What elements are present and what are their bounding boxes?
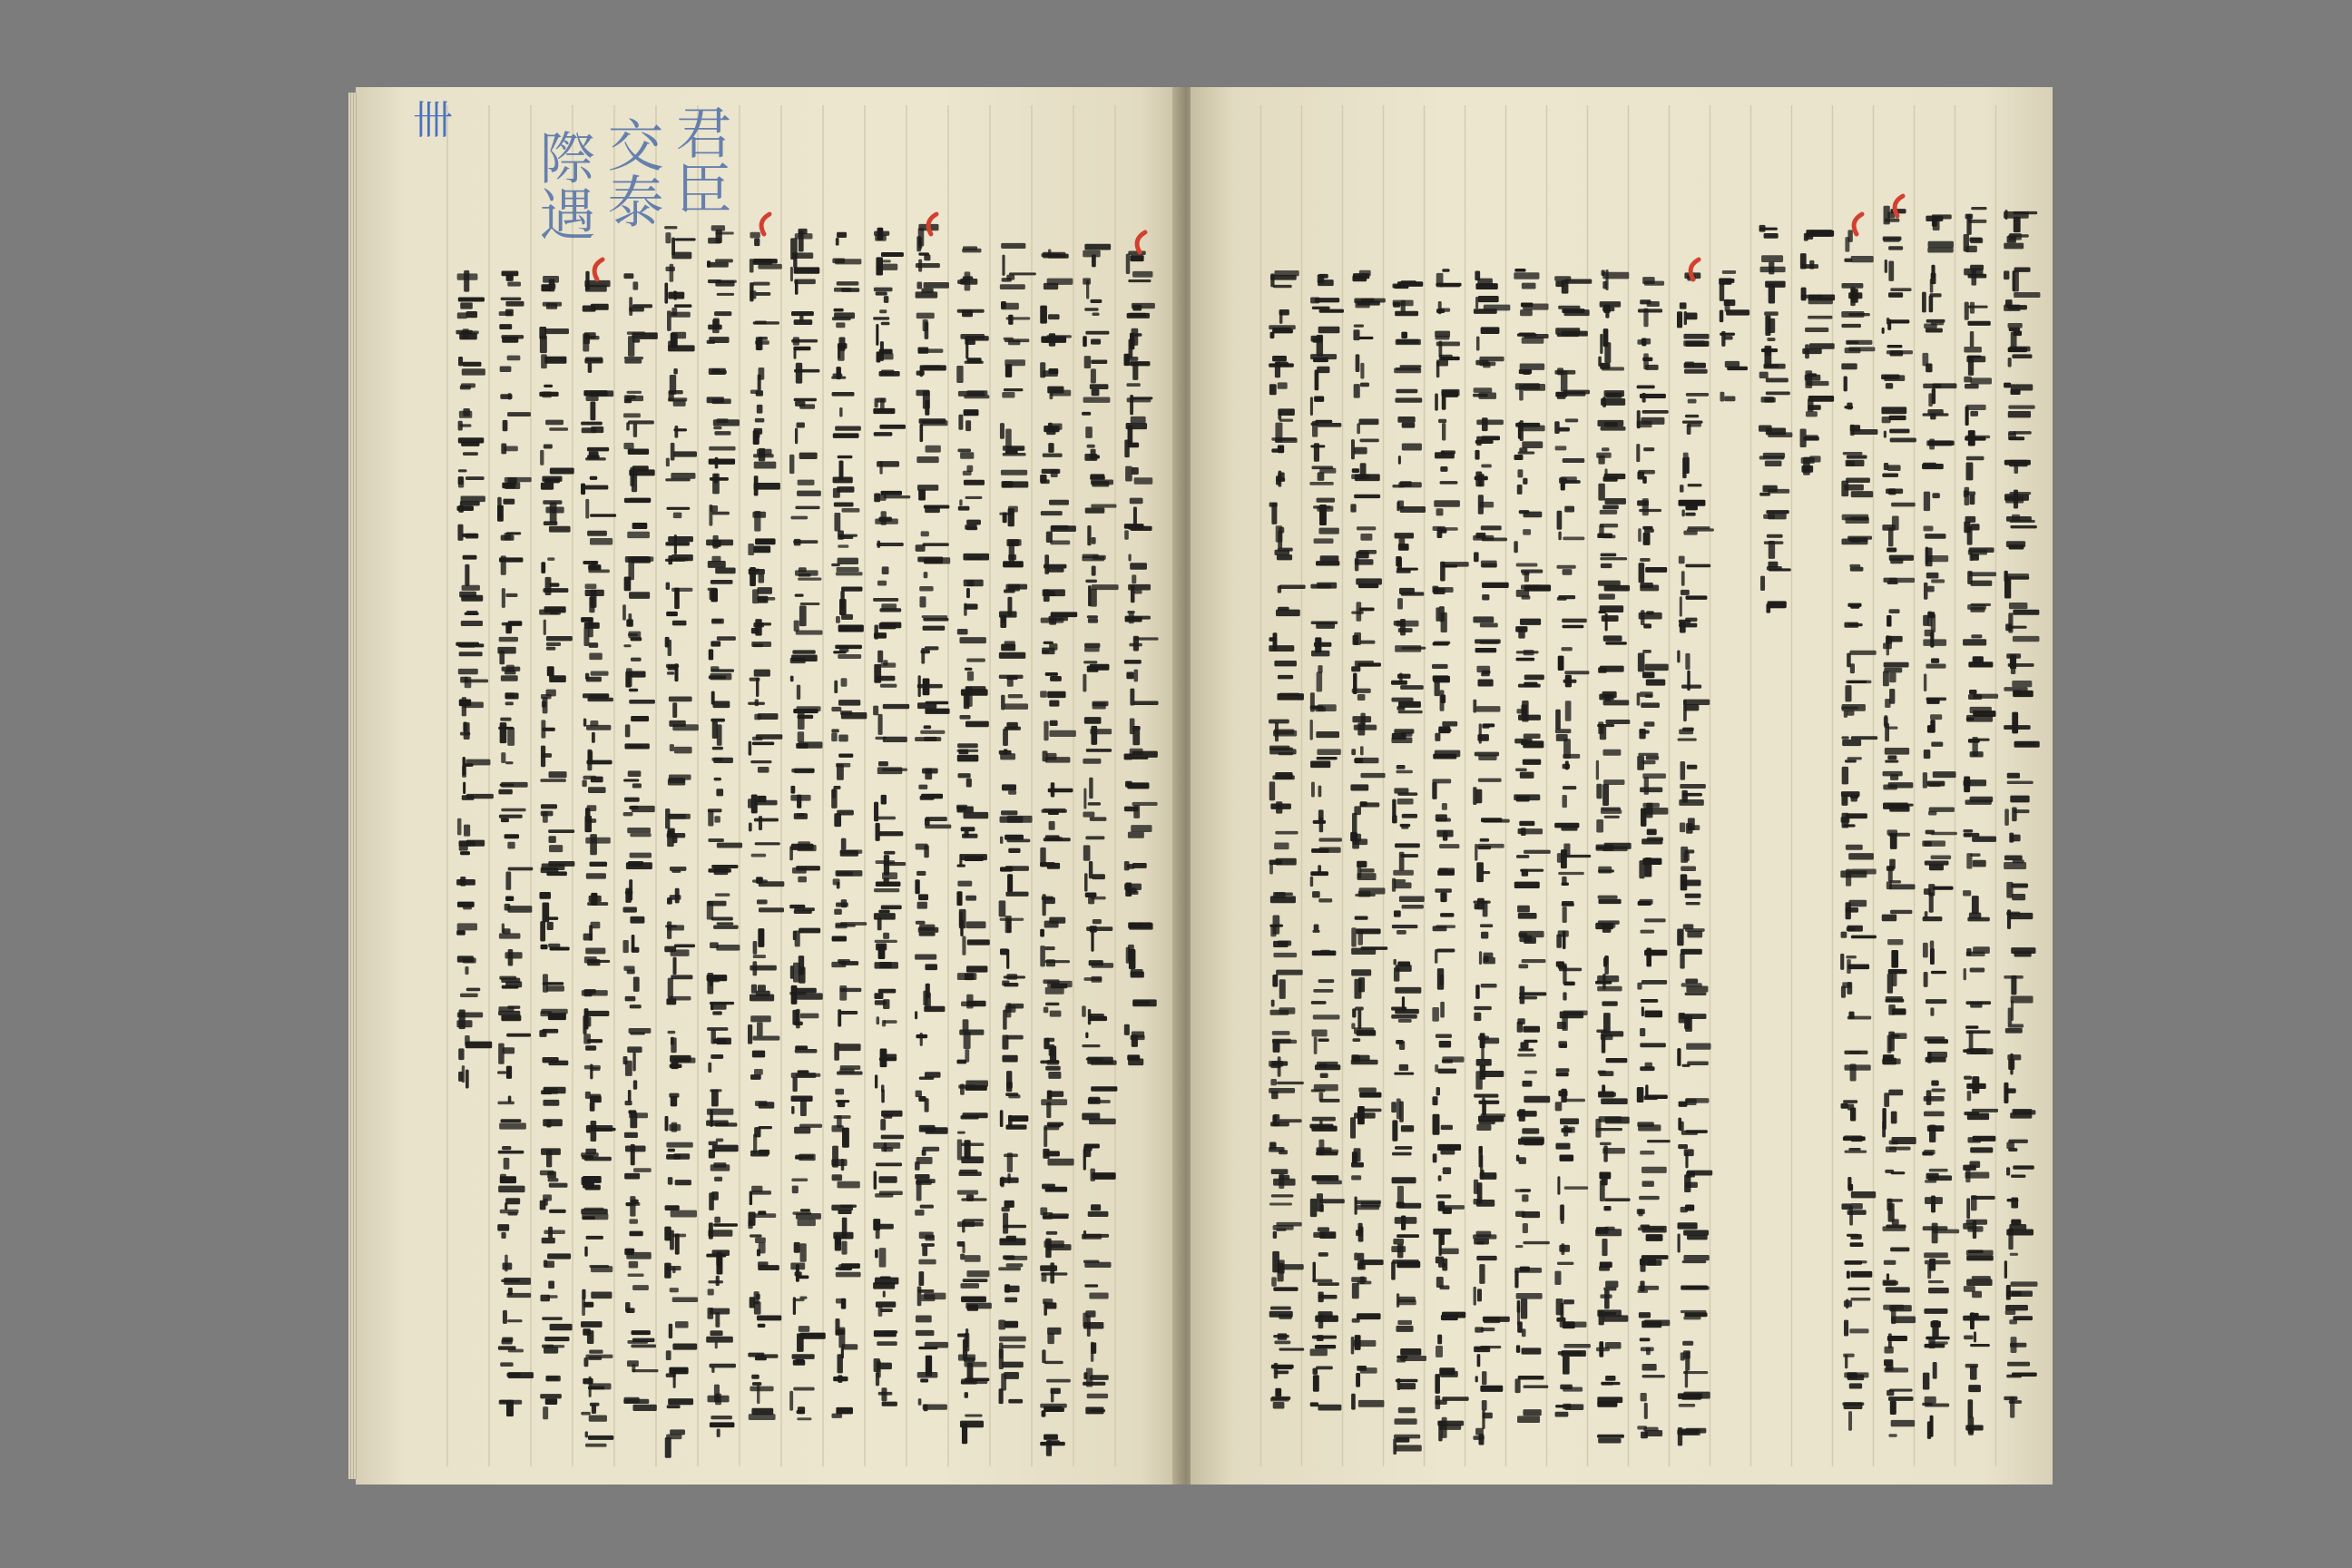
text-column: [915, 224, 951, 1411]
text-column: [956, 246, 992, 1444]
text-column: [831, 232, 867, 1418]
text-column: [622, 273, 658, 1411]
text-column: [1677, 272, 1714, 1446]
red-punctuation-mark: [594, 260, 603, 279]
left-page: [356, 87, 1181, 1485]
text-column: [1719, 270, 1749, 402]
text-column: [1800, 230, 1836, 475]
red-punctuation-mark: [1137, 232, 1145, 252]
margin-note-col-1: 君臣: [666, 103, 732, 216]
margin-note-col-2: 交泰: [598, 116, 664, 229]
text-column: [1040, 250, 1077, 1456]
text-column: [1963, 207, 1998, 1436]
text-column: [706, 225, 742, 1437]
text-column: [789, 229, 826, 1420]
text-column: [1309, 274, 1345, 1411]
text-column: [1595, 270, 1632, 1443]
text-column: [1124, 251, 1159, 1066]
text-column: [1840, 230, 1877, 1430]
page-number-mark: 卌: [413, 97, 453, 143]
text-column: [998, 243, 1036, 1404]
text-column: [539, 276, 574, 1419]
text-column: [1269, 270, 1306, 1409]
left-page-columns: [356, 87, 1181, 1485]
text-column: [748, 232, 784, 1420]
text-column: [1350, 270, 1387, 1410]
text-column: [1759, 225, 1792, 613]
red-punctuation-mark: [761, 214, 769, 234]
text-column: [1432, 269, 1469, 1441]
text-column: [1514, 269, 1551, 1423]
text-column: [1391, 280, 1426, 1455]
text-column: [1881, 206, 1916, 1437]
right-page: [1191, 87, 2053, 1485]
text-column: [1554, 276, 1592, 1416]
text-column: [2004, 210, 2040, 1418]
text-column: [873, 228, 910, 1406]
text-column: [1473, 270, 1510, 1445]
text-column: [1922, 214, 1959, 1439]
open-book: [356, 87, 2053, 1485]
text-column: [456, 270, 494, 1089]
text-column: [497, 270, 534, 1416]
text-column: [1636, 277, 1670, 1438]
text-column: [581, 271, 616, 1447]
red-punctuation-mark: [1854, 214, 1862, 234]
text-column: [1082, 244, 1119, 1415]
margin-note-col-3: 際遇: [530, 129, 596, 241]
right-page-columns: [1191, 87, 2053, 1485]
text-column: [664, 226, 699, 1458]
